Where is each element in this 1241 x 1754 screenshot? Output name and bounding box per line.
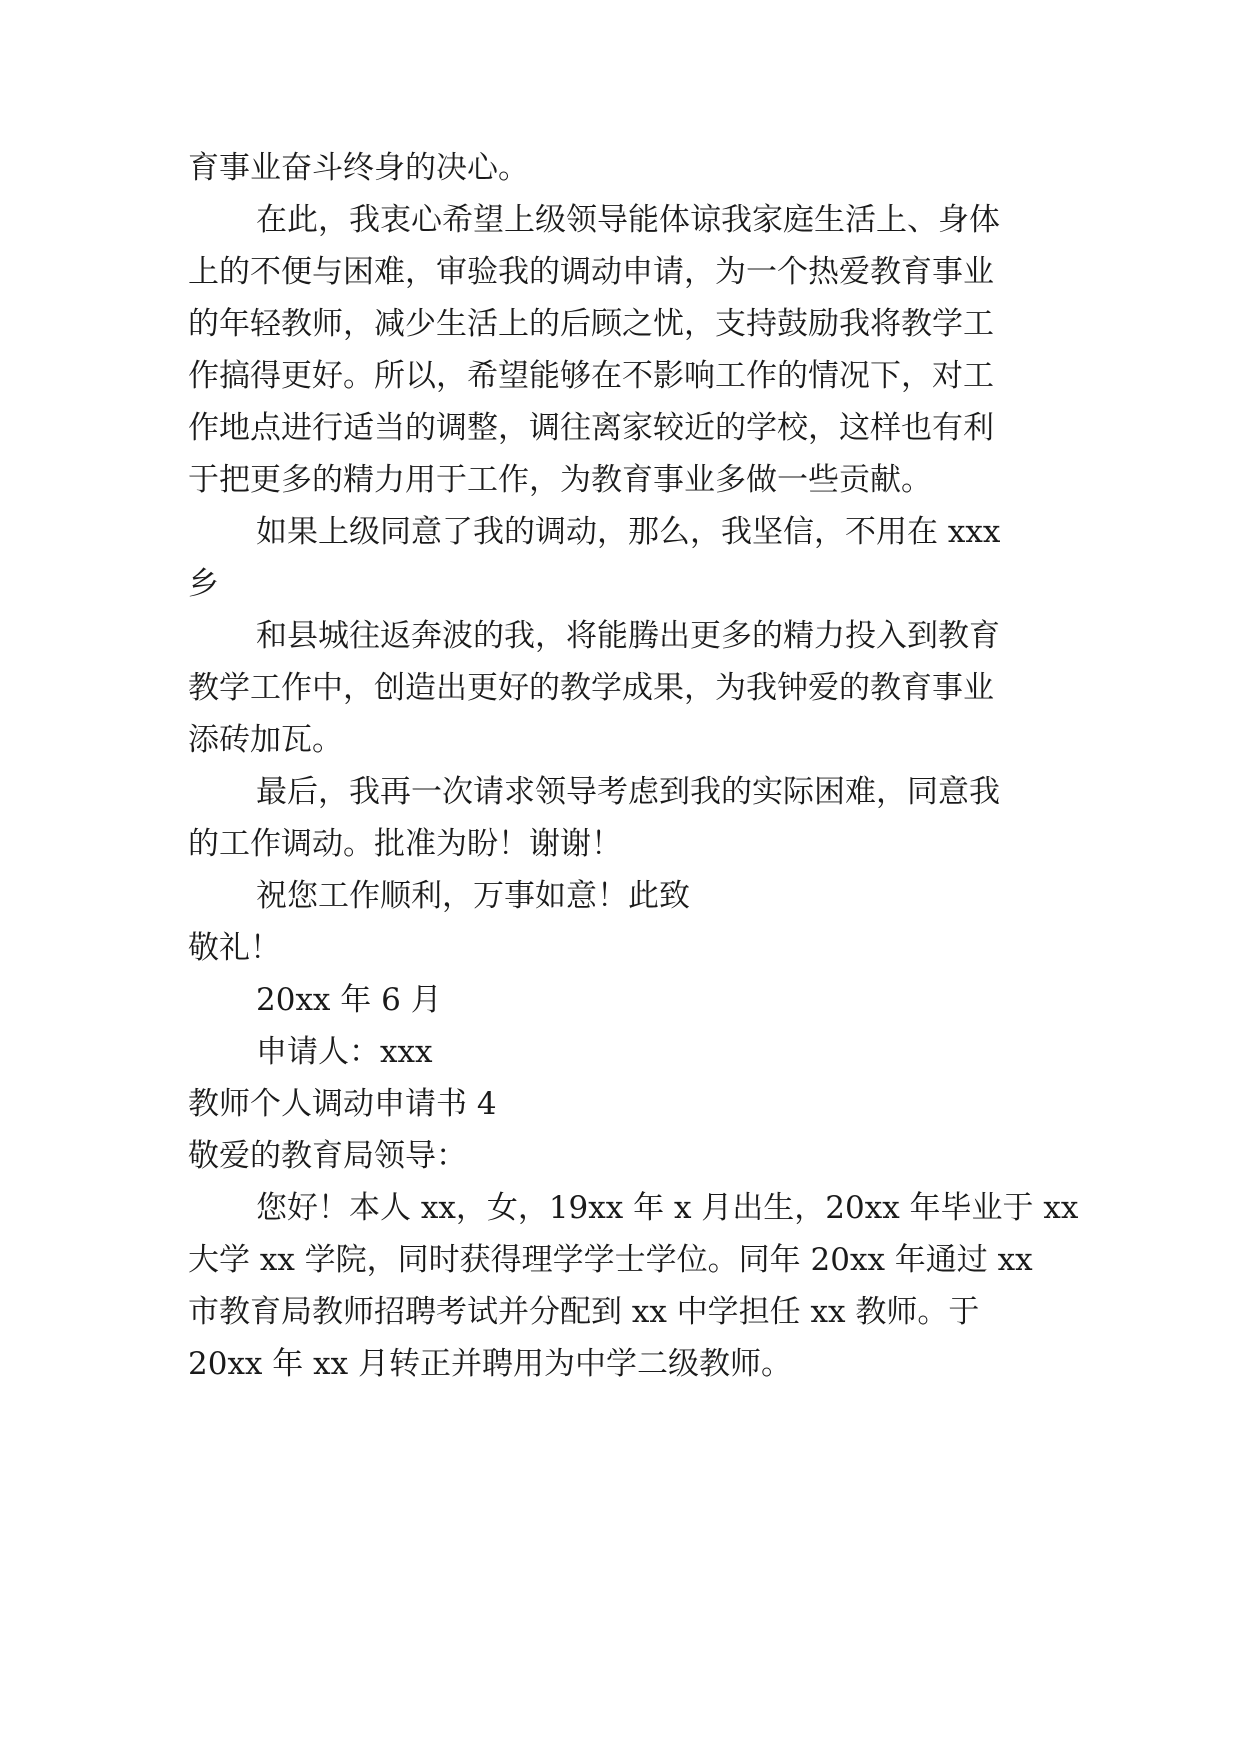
body-text-line: 添砖加瓦。 [188, 722, 343, 758]
body-text-line: 于把更多的精力用于工作，为教育事业多做一些贡献。 [188, 462, 932, 498]
body-text-line: 乡 [188, 566, 219, 602]
applicant-line: 申请人：xxx [256, 1034, 433, 1070]
paragraph-first-line: 在此，我衷心希望上级领导能体谅我家庭生活上、身体 [256, 202, 1000, 238]
salutation: 敬礼！ [188, 930, 281, 966]
closing-greeting: 祝您工作顺利，万事如意！此致 [256, 878, 690, 914]
paragraph-first-line: 如果上级同意了我的调动，那么，我坚信，不用在 xxx [256, 514, 1001, 550]
body-text-line: 育事业奋斗终身的决心。 [188, 150, 529, 186]
body-text-line: 的年轻教师，减少生活上的后顾之忧，支持鼓励我将教学工 [188, 306, 994, 342]
body-text-line: 作地点进行适当的调整，调往离家较近的学校，这样也有利 [188, 410, 994, 446]
date-line: 20xx 年 6 月 [256, 982, 442, 1018]
body-text-line: 上的不便与困难，审验我的调动申请，为一个热爱教育事业 [188, 254, 994, 290]
body-text-line: 20xx 年 xx 月转正并聘用为中学二级教师。 [188, 1346, 792, 1382]
body-text-line: 作搞得更好。所以，希望能够在不影响工作的情况下，对工 [188, 358, 994, 394]
body-text-line: 教学工作中，创造出更好的教学成果，为我钟爱的教育事业 [188, 670, 994, 706]
paragraph-first-line: 最后，我再一次请求领导考虑到我的实际困难，同意我 [256, 774, 1000, 810]
section-title: 教师个人调动申请书 4 [188, 1086, 497, 1122]
body-text-line: 市教育局教师招聘考试并分配到 xx 中学担任 xx 教师。于 [188, 1294, 980, 1330]
body-text-line: 大学 xx 学院，同时获得理学学士学位。同年 20xx 年通过 xx [188, 1242, 1033, 1278]
body-text-line: 的工作调动。批准为盼！谢谢！ [188, 826, 622, 862]
paragraph-first-line: 您好！本人 xx，女，19xx 年 x 月出生，20xx 年毕业于 xx [256, 1190, 1079, 1226]
paragraph-first-line: 和县城往返奔波的我，将能腾出更多的精力投入到教育 [256, 618, 1000, 654]
addressee-line: 敬爱的教育局领导： [188, 1138, 467, 1174]
